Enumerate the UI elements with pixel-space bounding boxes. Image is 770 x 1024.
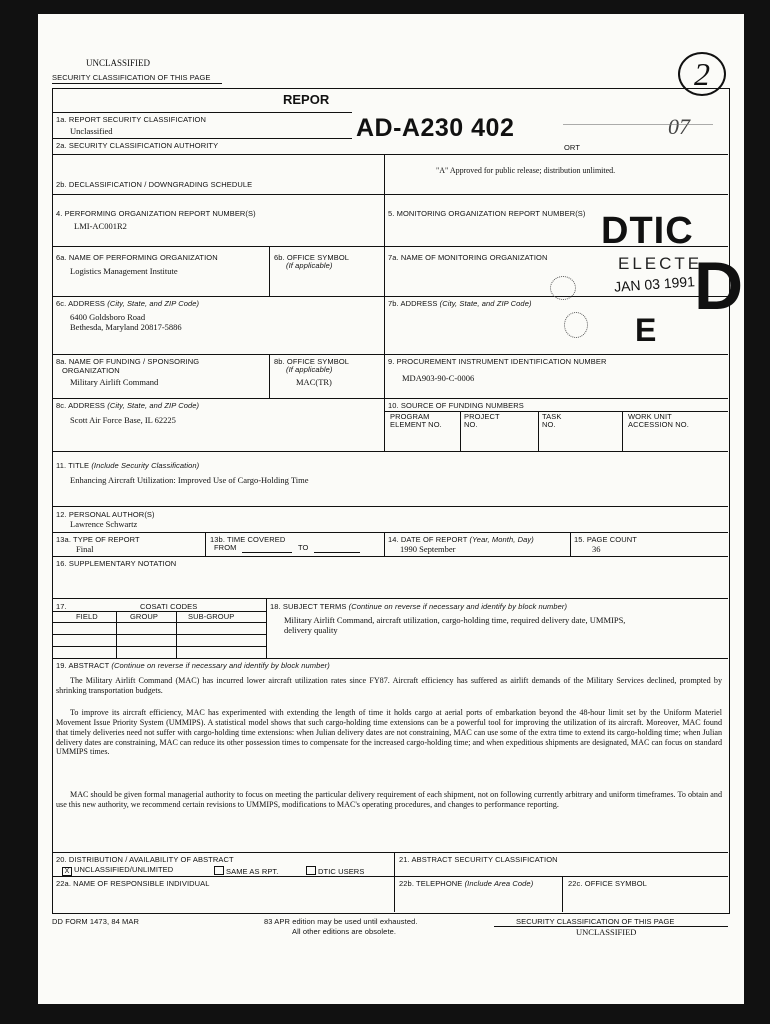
field-8b-sub: (If applicable) bbox=[286, 365, 333, 374]
field-17-num: 17. bbox=[56, 602, 67, 611]
footer-classification: UNCLASSIFIED bbox=[576, 927, 637, 937]
field-18-line1: Military Airlift Command, aircraft utilization, cargo-holding time, required delivery date, UMMIPS, bbox=[284, 615, 626, 625]
field-17-title: COSATI CODES bbox=[140, 602, 198, 611]
field-6c-line1: 6400 Goldsboro Road bbox=[70, 312, 146, 322]
field-15-label: 15. PAGE COUNT bbox=[574, 535, 637, 544]
field-2b-label: 2b. DECLASSIFICATION / DOWNGRADING SCHEDULE bbox=[56, 180, 253, 189]
footer-form: DD FORM 1473, 84 MAR bbox=[52, 917, 140, 926]
top-classification: UNCLASSIFIED bbox=[86, 58, 151, 68]
field-8b-label: 8b. OFFICE SYMBOL bbox=[274, 357, 350, 366]
field-6c-line2: Bethesda, Maryland 20817-5886 bbox=[70, 322, 182, 332]
field-13b-to: TO bbox=[298, 543, 309, 552]
f10-col3-header-2: NO. bbox=[542, 420, 556, 429]
field-4-label: 4. PERFORMING ORGANIZATION REPORT NUMBER(S) bbox=[56, 209, 256, 218]
field-3-label-tail: ORT bbox=[564, 143, 580, 152]
field-14-label: 14. DATE OF REPORT (Year, Month, Day) bbox=[388, 535, 534, 544]
field-5-label: 5. MONITORING ORGANIZATION REPORT NUMBER(S) bbox=[388, 209, 586, 218]
field-11-value: Enhancing Aircraft Utilization: Improved Use of Cargo-Holding Time bbox=[70, 475, 309, 485]
field-22c-label: 22c. OFFICE SYMBOL bbox=[568, 879, 647, 888]
field-21-label: 21. ABSTRACT SECURITY CLASSIFICATION bbox=[399, 855, 558, 864]
report-heading: REPOR bbox=[283, 92, 330, 107]
field-7a-label: 7a. NAME OF MONITORING ORGANIZATION bbox=[388, 253, 548, 262]
field-9-label: 9. PROCUREMENT INSTRUMENT IDENTIFICATION NUMBER bbox=[388, 357, 607, 366]
dtic-stamp-seal bbox=[550, 276, 576, 300]
field-1a-label: 1a. REPORT SECURITY CLASSIFICATION bbox=[56, 115, 206, 124]
field-8a-value: Military Airlift Command bbox=[70, 377, 159, 387]
abstract-paragraph-3: MAC should be given formal managerial authority to focus on meeting the particular delivery requirement of each shipment, not on following currently arbitrary and uniform timeframes. To obtain and use this new authority, we recommend certain revisions to UMMIPS, modifications to MAC's operating procedures, and changes to performance reporting. bbox=[56, 790, 722, 809]
field-22a-label: 22a. NAME OF RESPONSIBLE INDIVIDUAL bbox=[56, 879, 210, 888]
dtic-stamp-electe: ELECTE bbox=[618, 254, 703, 273]
field-8c-label: 8c. ADDRESS (City, State, and ZIP Code) bbox=[56, 401, 200, 410]
f10-col1-header-2: ELEMENT NO. bbox=[390, 420, 442, 429]
dtic-stamp-letter-e: E bbox=[635, 312, 657, 348]
dtic-stamp-letter-d: D bbox=[694, 248, 744, 324]
abstract-paragraph-2: To improve its aircraft efficiency, MAC has experimented with extending the length of time it holds cargo at aerial ports of embarkation beyond the 48-hour limit set by the Uniform Materiel Movement Issue Priority System (UMMIPS). A statistical model shows that such cargo-holding time extensions can be a powerful tool for improving the utilization of its aircraft. Moreover, MAC found that timely deliveries need not suffer with cargo-holding time extensions: when Julian delivery dates are not constraining, MAC can use some of the extra time to extend its cargo-holding time; when Julian delivery dates are constraining, MAC can reduce its other possession times to compensate for the increased cargo-holding time; and when expeditious shipments are designated, MAC can focus on standard UMMIPS times. bbox=[56, 708, 722, 757]
field-16-label: 16. SUPPLEMENTARY NOTATION bbox=[56, 559, 177, 568]
field-14-value: 1990 September bbox=[400, 544, 456, 554]
field-13a-value: Final bbox=[76, 544, 94, 554]
field-13a-label: 13a. TYPE OF REPORT bbox=[56, 535, 140, 544]
field-3-value: "A" Approved for public release; distribution unlimited. bbox=[436, 166, 616, 175]
field-8c-value: Scott Air Force Base, IL 62225 bbox=[70, 415, 176, 425]
field-13b-label: 13b. TIME COVERED bbox=[210, 535, 286, 544]
field-13b-from: FROM bbox=[214, 543, 237, 552]
field-18-line2: delivery quality bbox=[284, 625, 338, 635]
field-4-value: LMI-AC001R2 bbox=[74, 221, 127, 231]
field-6b-sub: (If applicable) bbox=[286, 261, 333, 270]
field-2a-label: 2a. SECURITY CLASSIFICATION AUTHORITY bbox=[56, 141, 219, 150]
f10-col4-header: WORK UNIT bbox=[628, 412, 672, 421]
field-20-option-same-as-rpt[interactable]: SAME AS RPT. bbox=[214, 866, 278, 877]
field-18-label: 18. SUBJECT TERMS (Continue on reverse if necessary and identify by block number) bbox=[270, 602, 568, 611]
f10-col3-header: TASK bbox=[542, 412, 562, 421]
field-8a-label-2: ORGANIZATION bbox=[62, 366, 120, 375]
field-8a-label: 8a. NAME OF FUNDING / SPONSORING bbox=[56, 357, 200, 366]
field-12-value: Lawrence Schwartz bbox=[70, 519, 138, 529]
footer-security-label: SECURITY CLASSIFICATION OF THIS PAGE bbox=[516, 917, 675, 926]
field-19-label: 19. ABSTRACT (Continue on reverse if necessary and identify by block number) bbox=[56, 661, 330, 670]
security-classification-label: SECURITY CLASSIFICATION OF THIS PAGE bbox=[52, 73, 211, 82]
f10-col4-header-2: ACCESSION NO. bbox=[628, 420, 689, 429]
field-20-label: 20. DISTRIBUTION / AVAILABILITY OF ABSTRACT bbox=[56, 855, 234, 864]
footer-edition-1: 83 APR edition may be used until exhausted. bbox=[264, 917, 418, 926]
field-6b-label: 6b. OFFICE SYMBOL bbox=[274, 253, 350, 262]
field-15-value: 36 bbox=[592, 544, 601, 554]
dtic-stamp-title: DTIC bbox=[601, 210, 694, 252]
abstract-paragraph-1: The Military Airlift Command (MAC) has incurred lower aircraft utilization rates since FY87. Aircraft efficiency has suffered as airlift demands of the Military Services declined, prompted by shrinking transportation budgets. bbox=[56, 676, 722, 695]
ad-number: AD-A230 402 bbox=[356, 114, 515, 142]
field-6a-value: Logistics Management Institute bbox=[70, 266, 178, 276]
field-6a-label: 6a. NAME OF PERFORMING ORGANIZATION bbox=[56, 253, 218, 262]
field-22b-label: 22b. TELEPHONE (Include Area Code) bbox=[399, 879, 534, 888]
page-mark: 2 bbox=[678, 52, 726, 96]
field-9-value: MDA903-90-C-0006 bbox=[402, 373, 475, 383]
stamp-text: 07 bbox=[668, 114, 690, 139]
f10-col2-header-2: NO. bbox=[464, 420, 478, 429]
field-8b-value: MAC(TR) bbox=[296, 377, 332, 387]
field-17-col-field: FIELD bbox=[76, 612, 98, 621]
f10-col1-header: PROGRAM bbox=[390, 412, 430, 421]
field-10-label: 10. SOURCE OF FUNDING NUMBERS bbox=[388, 401, 524, 410]
field-11-label: 11. TITLE (Include Security Classification) bbox=[56, 461, 200, 470]
field-1a-value: Unclassified bbox=[70, 126, 113, 136]
footer-edition-2: All other editions are obsolete. bbox=[292, 927, 397, 936]
field-17-col-subgroup: SUB-GROUP bbox=[188, 612, 235, 621]
field-6c-label: 6c. ADDRESS (City, State, and ZIP Code) bbox=[56, 299, 200, 308]
document-page bbox=[38, 14, 744, 1004]
dtic-stamp-seal-2 bbox=[564, 312, 588, 338]
field-7b-label: 7b. ADDRESS (City, State, and ZIP Code) bbox=[388, 299, 532, 308]
field-20-option-unclassified[interactable]: X UNCLASSIFIED/UNLIMITED bbox=[62, 866, 173, 876]
dtic-stamp-date: JAN 03 1991 bbox=[613, 273, 696, 295]
f10-col2-header: PROJECT bbox=[464, 412, 500, 421]
field-17-col-group: GROUP bbox=[130, 612, 159, 621]
field-20-option-dtic-users[interactable]: DTIC USERS bbox=[306, 866, 364, 877]
field-12-label: 12. PERSONAL AUTHOR(S) bbox=[56, 510, 155, 519]
